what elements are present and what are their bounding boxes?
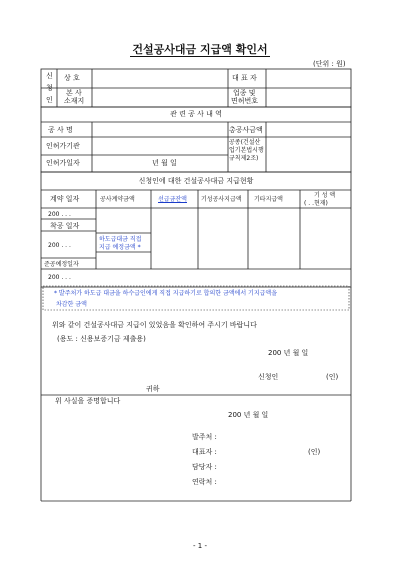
unit-label: (단위 : 원) — [313, 60, 346, 68]
direct-pay-note-1: * 발주처가 하도급 대금을 하수급인에게 직접 지급하기로 합의한 금액에서 기지급액을 — [54, 290, 278, 297]
business-label-1: 업종 및 — [233, 89, 256, 97]
address-label-1: 본 사 — [66, 89, 82, 97]
request-purpose: (용도 : 신용보증기금 제출용) — [57, 335, 146, 343]
work-type-label-2: 업기본법시행 — [229, 147, 264, 154]
orderer-label: 발주처 : — [192, 433, 217, 441]
work-type-label-3: 규칙제2조) — [229, 155, 259, 162]
cert-rep-label: 대표자 : — [192, 448, 217, 456]
payment-header: 신청인에 대한 건설공사대금 지급현황 — [138, 177, 254, 185]
permit-agency-label: 인허가기관 — [46, 142, 80, 150]
cert-seal: (인) — [308, 448, 321, 456]
col-other: 기타지급액 — [254, 196, 283, 203]
start-date-value: 200 . . . — [48, 242, 71, 249]
project-name-label: 공 사 명 — [48, 126, 73, 134]
business-label-2: 면허번호 — [231, 97, 259, 105]
direct-pay-note-2: 차감한 금액 — [56, 301, 87, 308]
applicant-side-label-3: 인 — [46, 96, 53, 104]
col-contract-date: 계약 일자 — [50, 195, 80, 203]
completion-date-label: 준공예정일자 — [44, 261, 79, 268]
page-number: - 1 - — [193, 542, 207, 550]
permit-date-label: 인허가일자 — [46, 159, 80, 167]
request-text: 위와 같이 건설공사대금 지급이 있었음을 확인하여 주시기 바랍니다 — [52, 321, 257, 329]
applicant-side-label-1: 신 — [46, 72, 53, 80]
related-header: 관 련 공 사 내 역 — [170, 110, 222, 118]
person-in-charge-label: 담당자 : — [192, 463, 217, 471]
company-label: 상 호 — [64, 74, 80, 82]
contract-date-value: 200 . . . — [48, 211, 71, 218]
applicant-sign-label: 신청인 — [258, 373, 279, 381]
col-advance: 선급금잔액 — [158, 196, 187, 203]
permit-date-value: 년 월 일 — [152, 159, 177, 167]
work-type-label-1: 공종(건설산 — [229, 139, 261, 146]
certification-text: 위 사실을 증명합니다 — [55, 397, 121, 405]
direct-pay-label-2: 지급 예정금액 * — [99, 244, 141, 251]
page-title: 건설공사대금 지급액 확인서 — [132, 43, 268, 56]
col-contract-amount: 공사계약금액 — [100, 196, 135, 203]
request-date: 200 년 월 일 — [268, 349, 309, 357]
total-amount-label: 총공사금액 — [229, 126, 263, 134]
rep-label: 대 표 자 — [232, 74, 257, 82]
start-date-label: 착공 일자 — [50, 222, 80, 230]
contact-label: 연락처 : — [192, 478, 217, 486]
applicant-side-label-2: 청 — [46, 84, 53, 92]
address-label-2: 소재지 — [64, 97, 85, 105]
recipient-suffix: 귀하 — [146, 385, 160, 393]
certification-date: 200 년 월 일 — [228, 411, 269, 419]
col-progress: 기성공사지급액 — [201, 196, 242, 203]
col-balance-1: 기 성 액 — [314, 192, 336, 199]
direct-pay-label-1: 하도급대금 직접 — [99, 236, 142, 243]
completion-date-value: 200 . . . — [48, 274, 71, 281]
col-balance-2: ( . .현재) — [304, 200, 328, 207]
applicant-seal: (인) — [326, 373, 339, 381]
